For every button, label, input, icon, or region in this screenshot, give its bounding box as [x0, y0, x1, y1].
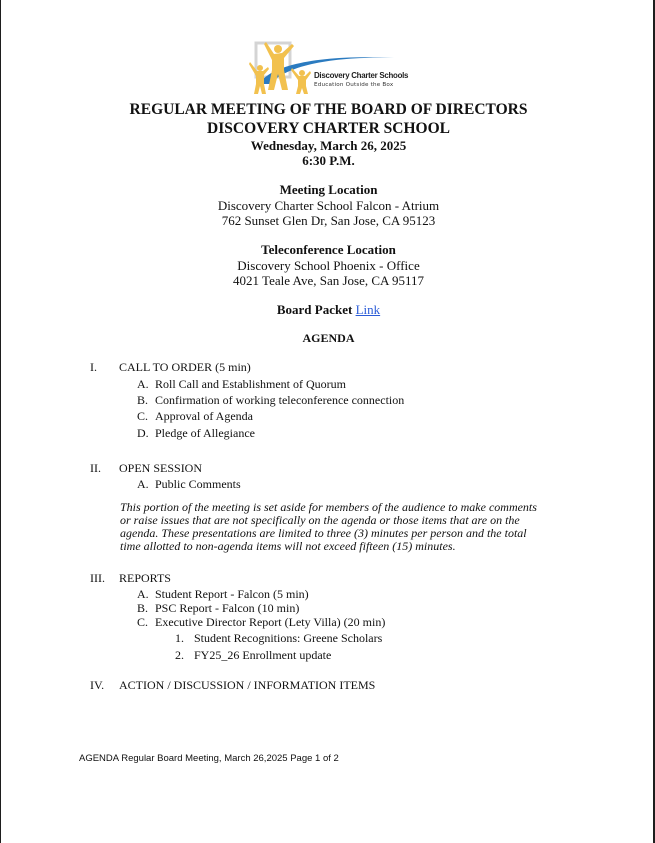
- subitem-marker: 2.: [175, 648, 184, 662]
- agenda-heading: AGENDA: [302, 331, 355, 345]
- item-marker: A.: [137, 477, 149, 491]
- board-packet-label: Board Packet: [276, 302, 353, 317]
- item-marker: B.: [137, 601, 149, 615]
- school-logo: [248, 40, 413, 98]
- note-line: This portion of the meeting is set aside for members of the audience to make comments: [120, 500, 537, 514]
- meeting-location-address: 762 Sunset Glen Dr, San Jose, CA 95123: [221, 213, 436, 228]
- page-footer: AGENDA Regular Board Meeting, March 26,2025 Page 1 of 2: [79, 753, 339, 764]
- teleconference-location-name: Discovery School Phoenix - Office: [237, 258, 420, 273]
- agenda-item: Confirmation of working teleconference connection: [155, 393, 405, 407]
- agenda-item: PSC Report - Falcon (10 min): [155, 601, 300, 615]
- section-title: REPORTS: [119, 571, 171, 585]
- item-marker: A.: [137, 377, 149, 391]
- meeting-time: 6:30 P.M.: [302, 153, 355, 168]
- agenda-item: Roll Call and Establishment of Quorum: [155, 377, 346, 391]
- note-line: time allotted to non-agenda items will not exceed fifteen (15) minutes.: [120, 539, 456, 553]
- teleconference-location-heading: Teleconference Location: [261, 242, 396, 257]
- item-marker: C.: [137, 615, 149, 629]
- item-marker: B.: [137, 393, 149, 407]
- section-title: ACTION / DISCUSSION / INFORMATION ITEMS: [119, 678, 376, 692]
- board-packet-line: [1, 302, 655, 318]
- note-line: or raise issues that are not specifically on the agenda or those items that are on the: [120, 513, 520, 527]
- section-title: CALL TO ORDER (5 min): [119, 360, 251, 374]
- meeting-date: Wednesday, March 26, 2025: [250, 138, 407, 153]
- public-comments-note: [120, 501, 540, 553]
- board-packet-link[interactable]: Link: [355, 302, 381, 317]
- agenda-subitem: Student Recognitions: Greene Scholars: [194, 631, 383, 645]
- meeting-location-name: Discovery Charter School Falcon - Atrium: [217, 198, 440, 213]
- section-title: OPEN SESSION: [119, 461, 203, 475]
- item-marker: D.: [137, 426, 149, 440]
- section-numeral: III.: [90, 571, 105, 585]
- logo-graphic-icon: [248, 40, 413, 98]
- section-numeral: II.: [90, 461, 101, 475]
- logo-name: Discovery Charter Schools: [314, 70, 409, 80]
- subitem-marker: 1.: [175, 631, 184, 645]
- item-marker: A.: [137, 587, 149, 601]
- logo-tagline: Education Outside the Box: [314, 82, 394, 88]
- meeting-location-heading: Meeting Location: [279, 182, 378, 197]
- section-numeral: IV.: [90, 678, 105, 692]
- section-numeral: I.: [90, 360, 97, 374]
- teleconference-location-address: 4021 Teale Ave, San Jose, CA 95117: [233, 273, 424, 288]
- agenda-item: Executive Director Report (Lety Villa) (20 min): [155, 615, 386, 629]
- agenda-item: Student Report - Falcon (5 min): [155, 587, 309, 601]
- agenda-item: Public Comments: [155, 477, 241, 491]
- item-marker: C.: [137, 409, 149, 423]
- agenda-item: Pledge of Allegiance: [155, 426, 255, 440]
- meeting-title: REGULAR MEETING OF THE BOARD OF DIRECTORS: [129, 101, 528, 118]
- agenda-subitem: FY25_26 Enrollment update: [194, 648, 332, 662]
- school-name: DISCOVERY CHARTER SCHOOL: [207, 120, 450, 137]
- note-line: agenda. These presentations are limited to three (3) minutes per person and the total: [120, 526, 527, 540]
- agenda-item: Approval of Agenda: [155, 409, 253, 423]
